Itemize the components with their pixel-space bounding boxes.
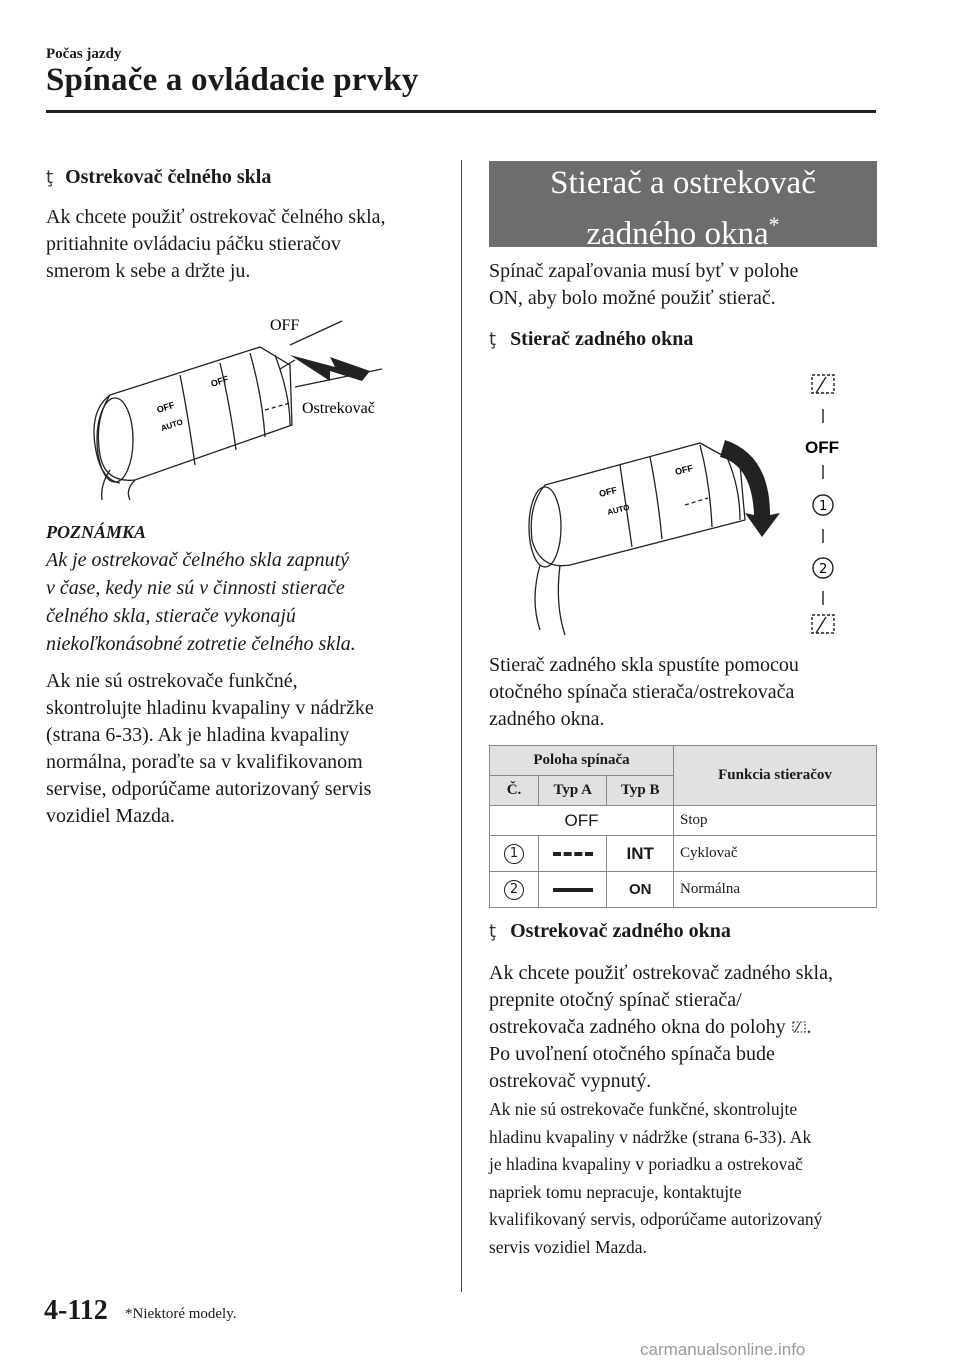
text-line: ostrekovač vypnutý.	[489, 1070, 652, 1092]
rear-wiper-heading-row	[489, 328, 693, 351]
windshield-washer-text	[46, 204, 456, 285]
th-number: Č.	[490, 776, 539, 806]
lever-stalk	[535, 565, 540, 630]
rear-intro-text	[489, 258, 879, 312]
column-divider	[461, 160, 462, 1292]
cell-function: Cyklovač	[674, 836, 877, 872]
position-2-label: 2	[819, 562, 828, 577]
heading-windshield-washer: Ostrekovač čelného skla	[65, 166, 272, 188]
lever-text-off: OFF	[209, 373, 230, 389]
lever-body	[531, 443, 745, 566]
bullet-icon: ţ	[489, 921, 497, 942]
text-line: napriek tomu nepracuje, kontaktujte	[489, 1181, 742, 1202]
footnote-star: *	[768, 212, 780, 237]
text-line: vozidiel Mazda.	[46, 805, 175, 827]
text-line: (strana 6-33). Ak je hladina kvapaliny	[46, 724, 350, 746]
label-off: OFF	[270, 317, 300, 334]
text-line: servis vozidiel Mazda.	[489, 1236, 647, 1257]
switch-position-table	[489, 745, 877, 908]
text-line: Po uvoľnení otočného spínača bude	[489, 1043, 775, 1065]
rear-washer-text	[489, 960, 881, 1095]
cell-position: OFF	[564, 810, 599, 830]
table-row	[490, 836, 877, 872]
section-banner	[489, 161, 877, 252]
rear-wiper-text	[489, 652, 879, 733]
text-line: Ak nie sú ostrekovače funkčné,	[46, 670, 298, 692]
note-title: POZNÁMKA	[46, 522, 147, 542]
rear-washer-icon	[812, 615, 834, 633]
washer-lever-figure	[80, 305, 410, 505]
rear-washer-note	[489, 1096, 881, 1261]
rear-wiper-icon	[812, 375, 834, 393]
rear-washer-heading-row	[489, 920, 731, 943]
bullet-icon: ţ	[489, 329, 497, 350]
text-line: zadného okna.	[489, 708, 605, 730]
text-line: kvalifikovaný servis, odporúčame autorizovaný	[489, 1209, 823, 1229]
note-line: v čase, kedy nie sú v činnosti stierače	[46, 577, 345, 599]
table-row	[490, 872, 877, 908]
text-line: Stierač zadného skla spustíte pomocou	[489, 654, 799, 676]
watermark[interactable]: carmanualsonline.info	[640, 1340, 806, 1359]
position-2-icon: 2	[504, 880, 524, 900]
text-line: ostrekovača zadného okna do polohy	[489, 1016, 786, 1038]
bullet-icon: ţ	[46, 167, 54, 188]
lever-text-off: OFF	[674, 462, 694, 477]
note-line: čelného skla, stierače vykonajú	[46, 605, 296, 627]
lever-text-auto: AUTO	[606, 502, 631, 517]
page-title: Spínače a ovládacie prvky	[46, 62, 419, 98]
text-line: hladinu kvapaliny v nádržke (strana 6-33). Ak	[489, 1126, 812, 1147]
intermittent-symbol-icon	[553, 852, 593, 856]
footnote: *Niektoré modely.	[125, 1306, 237, 1322]
text-line: prepnite otočný spínač stierača/	[489, 989, 742, 1011]
cell-function: Stop	[674, 806, 877, 836]
label-washer: Ostrekovač	[302, 400, 375, 417]
cell-function: Normálna	[674, 872, 877, 908]
text-line: skontrolujte hladinu kvapaliny v nádržke	[46, 697, 374, 719]
text-line: servise, odporúčame autorizovaný servis	[46, 778, 372, 800]
heading-rear-wiper: Stierač zadného okna	[510, 328, 694, 350]
banner-line: zadného okna	[586, 216, 769, 252]
lever-text-off: OFF	[598, 484, 618, 499]
page-number: 4-112	[44, 1295, 108, 1326]
rear-washer-icon	[816, 617, 826, 633]
th-function: Funkcia stieračov	[674, 746, 877, 806]
text-line: Spínač zapaľovania musí byť v polohe	[489, 260, 799, 282]
note-line: Ak je ostrekovač čelného skla zapnutý	[46, 549, 350, 571]
text-line: Ak chcete použiť ostrekovač zadného skla,	[489, 962, 833, 984]
th-type-a: Typ A	[539, 776, 607, 806]
cell-type-b: INT	[626, 843, 654, 863]
cell-type-b: ON	[628, 880, 652, 898]
section-label: Počas jazdy	[46, 46, 122, 62]
heading-rear-washer: Ostrekovač zadného okna	[510, 920, 731, 942]
rear-wiper-lever-figure	[500, 365, 860, 645]
text-line: Ak chcete použiť ostrekovač čelného skla,	[46, 206, 386, 228]
rear-wiper-icon	[816, 377, 826, 393]
text-line: Ak nie sú ostrekovače funkčné, skontrolujte	[489, 1099, 798, 1119]
text-line: ON, aby bolo možné použiť stierač.	[489, 287, 776, 309]
th-position: Poloha spínača	[490, 746, 674, 776]
text-line: je hladina kvapaliny v poriadku a ostrekovač	[489, 1154, 803, 1174]
position-1-label: 1	[819, 499, 828, 514]
th-type-b: Typ B	[607, 776, 674, 806]
left-washer-heading-row	[46, 166, 271, 189]
position-off-label: OFF	[805, 438, 839, 457]
lever-stalk	[558, 565, 565, 635]
position-1-icon: 1	[504, 844, 524, 864]
banner-line: Stierač a ostrekovač	[550, 165, 816, 201]
lever-text-off: OFF	[155, 399, 176, 415]
washer-fault-text	[46, 668, 456, 830]
pull-arrow-icon	[290, 355, 370, 381]
header-rule	[46, 110, 876, 113]
table-row	[490, 806, 877, 836]
lever-stalk	[128, 480, 135, 500]
lever-text-auto: AUTO	[159, 417, 185, 433]
continuous-symbol-icon	[553, 888, 593, 892]
note-line: niekoľkonásobné zotretie čelného skla.	[46, 633, 356, 655]
text-line: smerom k sebe a držte ju.	[46, 260, 251, 282]
note-text	[46, 546, 456, 658]
text-line: otočného spínača stierača/ostrekovača	[489, 681, 795, 703]
rear-washer-icon	[791, 1017, 807, 1035]
text-line: pritiahnite ovládaciu páčku stieračov	[46, 233, 341, 255]
text-period: .	[806, 1016, 812, 1038]
text-line: normálna, poraďte sa v kvalifikovanom	[46, 751, 363, 773]
